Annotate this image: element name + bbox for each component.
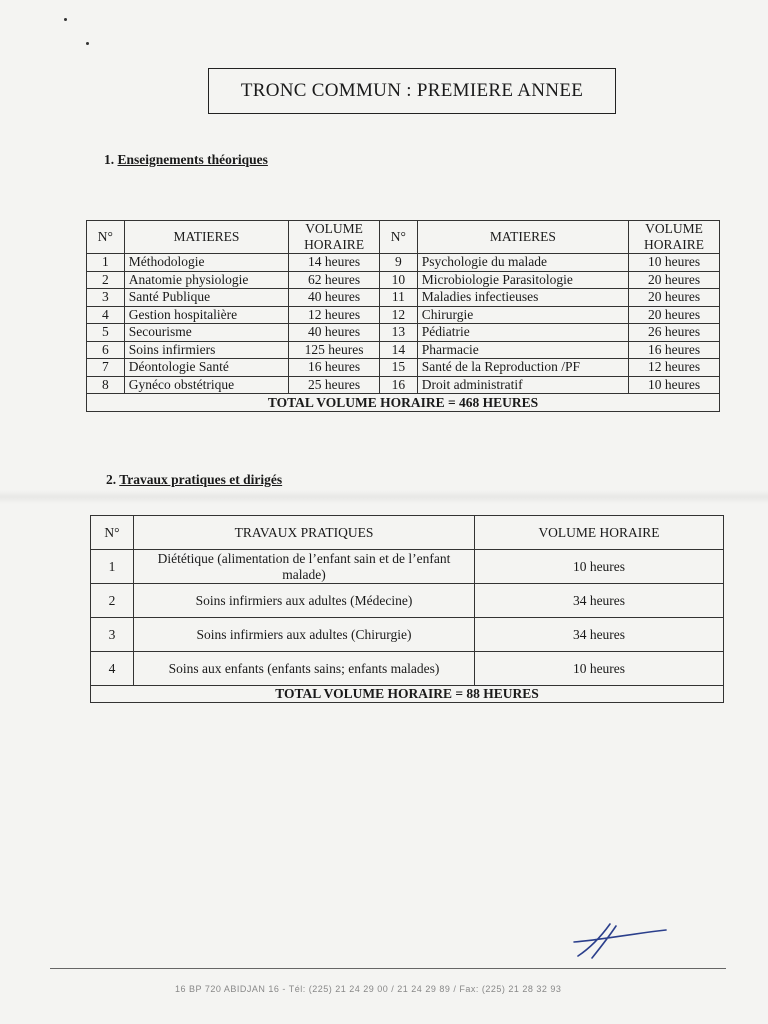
header-no: N° bbox=[380, 221, 418, 254]
subject: Santé Publique bbox=[124, 289, 288, 307]
hours: 62 heures bbox=[289, 271, 380, 289]
footer-rule bbox=[50, 968, 726, 969]
hours: 12 heures bbox=[289, 306, 380, 324]
header-volume: VOLUME HORAIRE bbox=[289, 221, 380, 254]
subject: Déontologie Santé bbox=[124, 359, 288, 377]
hours: 26 heures bbox=[629, 324, 720, 342]
hours: 125 heures bbox=[289, 341, 380, 359]
hours: 10 heures bbox=[475, 652, 724, 686]
row-number: 1 bbox=[91, 550, 134, 584]
hours: 14 heures bbox=[289, 254, 380, 272]
footer-address: 16 BP 720 ABIDJAN 16 - Tél: (225) 21 24 29 00 / 21 24 29 89 / Fax: (225) 21 28 32 93 bbox=[175, 984, 562, 994]
row-number: 3 bbox=[91, 618, 134, 652]
table-row bbox=[87, 306, 720, 324]
section-2-label: Travaux pratiques et dirigés bbox=[119, 472, 283, 487]
subject: Soins infirmiers bbox=[124, 341, 288, 359]
subject: Secourisme bbox=[124, 324, 288, 342]
table-row bbox=[87, 376, 720, 394]
row-number: 13 bbox=[380, 324, 418, 342]
section-2-number: 2. bbox=[106, 472, 117, 487]
theory-table bbox=[86, 220, 720, 412]
hours: 16 heures bbox=[289, 359, 380, 377]
total-volume: TOTAL VOLUME HORAIRE = 468 HEURES bbox=[87, 394, 720, 412]
subject: Gynéco obstétrique bbox=[124, 376, 288, 394]
header-volume: VOLUME HORAIRE bbox=[475, 516, 724, 550]
subject: Maladies infectieuses bbox=[417, 289, 628, 307]
theory-table-header bbox=[87, 221, 720, 254]
practical-item: Soins aux enfants (enfants sains; enfants malades) bbox=[134, 652, 475, 686]
speck-mark bbox=[64, 18, 67, 21]
practical-item: Soins infirmiers aux adultes (Médecine) bbox=[134, 584, 475, 618]
row-number: 9 bbox=[380, 254, 418, 272]
practical-table-header bbox=[91, 516, 724, 550]
subject: Anatomie physiologie bbox=[124, 271, 288, 289]
row-number: 4 bbox=[87, 306, 125, 324]
row-number: 10 bbox=[380, 271, 418, 289]
signature-mark bbox=[570, 918, 670, 962]
header-matieres: MATIERES bbox=[124, 221, 288, 254]
row-number: 4 bbox=[91, 652, 134, 686]
total-volume: TOTAL VOLUME HORAIRE = 88 HEURES bbox=[91, 686, 724, 703]
header-volume: VOLUME HORAIRE bbox=[629, 221, 720, 254]
paper-fold bbox=[0, 490, 768, 504]
subject: Chirurgie bbox=[417, 306, 628, 324]
page-title: TRONC COMMUN : PREMIERE ANNEE bbox=[240, 80, 584, 101]
hours: 10 heures bbox=[475, 550, 724, 584]
row-number: 12 bbox=[380, 306, 418, 324]
section-1-heading bbox=[104, 152, 268, 168]
hours: 10 heures bbox=[629, 376, 720, 394]
subject: Droit administratif bbox=[417, 376, 628, 394]
practical-item: Diététique (alimentation de l’enfant sain et de l’enfant malade) bbox=[134, 550, 475, 584]
hours: 12 heures bbox=[629, 359, 720, 377]
table-row bbox=[91, 618, 724, 652]
table-row bbox=[87, 254, 720, 272]
row-number: 1 bbox=[87, 254, 125, 272]
header-matieres: MATIERES bbox=[417, 221, 628, 254]
row-number: 8 bbox=[87, 376, 125, 394]
table-row bbox=[91, 584, 724, 618]
table-row bbox=[87, 289, 720, 307]
row-number: 14 bbox=[380, 341, 418, 359]
section-1-label: Enseignements théoriques bbox=[117, 152, 268, 167]
hours: 34 heures bbox=[475, 618, 724, 652]
row-number: 5 bbox=[87, 324, 125, 342]
header-no: N° bbox=[87, 221, 125, 254]
row-number: 15 bbox=[380, 359, 418, 377]
row-number: 3 bbox=[87, 289, 125, 307]
table-row bbox=[91, 550, 724, 584]
subject: Pédiatrie bbox=[417, 324, 628, 342]
table-row bbox=[87, 341, 720, 359]
table-row bbox=[91, 652, 724, 686]
hours: 16 heures bbox=[629, 341, 720, 359]
hours: 40 heures bbox=[289, 289, 380, 307]
row-number: 2 bbox=[87, 271, 125, 289]
hours: 34 heures bbox=[475, 584, 724, 618]
hours: 20 heures bbox=[629, 271, 720, 289]
subject: Gestion hospitalière bbox=[124, 306, 288, 324]
row-number: 7 bbox=[87, 359, 125, 377]
hours: 25 heures bbox=[289, 376, 380, 394]
hours: 10 heures bbox=[629, 254, 720, 272]
row-number: 6 bbox=[87, 341, 125, 359]
section-1-number: 1. bbox=[104, 152, 115, 167]
total-row bbox=[87, 394, 720, 412]
subject: Microbiologie Parasitologie bbox=[417, 271, 628, 289]
practical-item: Soins infirmiers aux adultes (Chirurgie) bbox=[134, 618, 475, 652]
speck-mark bbox=[86, 42, 89, 45]
hours: 40 heures bbox=[289, 324, 380, 342]
subject: Psychologie du malade bbox=[417, 254, 628, 272]
subject: Pharmacie bbox=[417, 341, 628, 359]
row-number: 16 bbox=[380, 376, 418, 394]
row-number: 2 bbox=[91, 584, 134, 618]
header-travaux: TRAVAUX PRATIQUES bbox=[134, 516, 475, 550]
section-2-heading bbox=[106, 472, 282, 488]
header-no: N° bbox=[91, 516, 134, 550]
row-number: 11 bbox=[380, 289, 418, 307]
total-row bbox=[91, 686, 724, 703]
subject: Méthodologie bbox=[124, 254, 288, 272]
hours: 20 heures bbox=[629, 306, 720, 324]
subject: Santé de la Reproduction /PF bbox=[417, 359, 628, 377]
title-box bbox=[208, 68, 616, 114]
table-row bbox=[87, 359, 720, 377]
hours: 20 heures bbox=[629, 289, 720, 307]
table-row bbox=[87, 324, 720, 342]
table-row bbox=[87, 271, 720, 289]
practical-table bbox=[90, 515, 724, 703]
